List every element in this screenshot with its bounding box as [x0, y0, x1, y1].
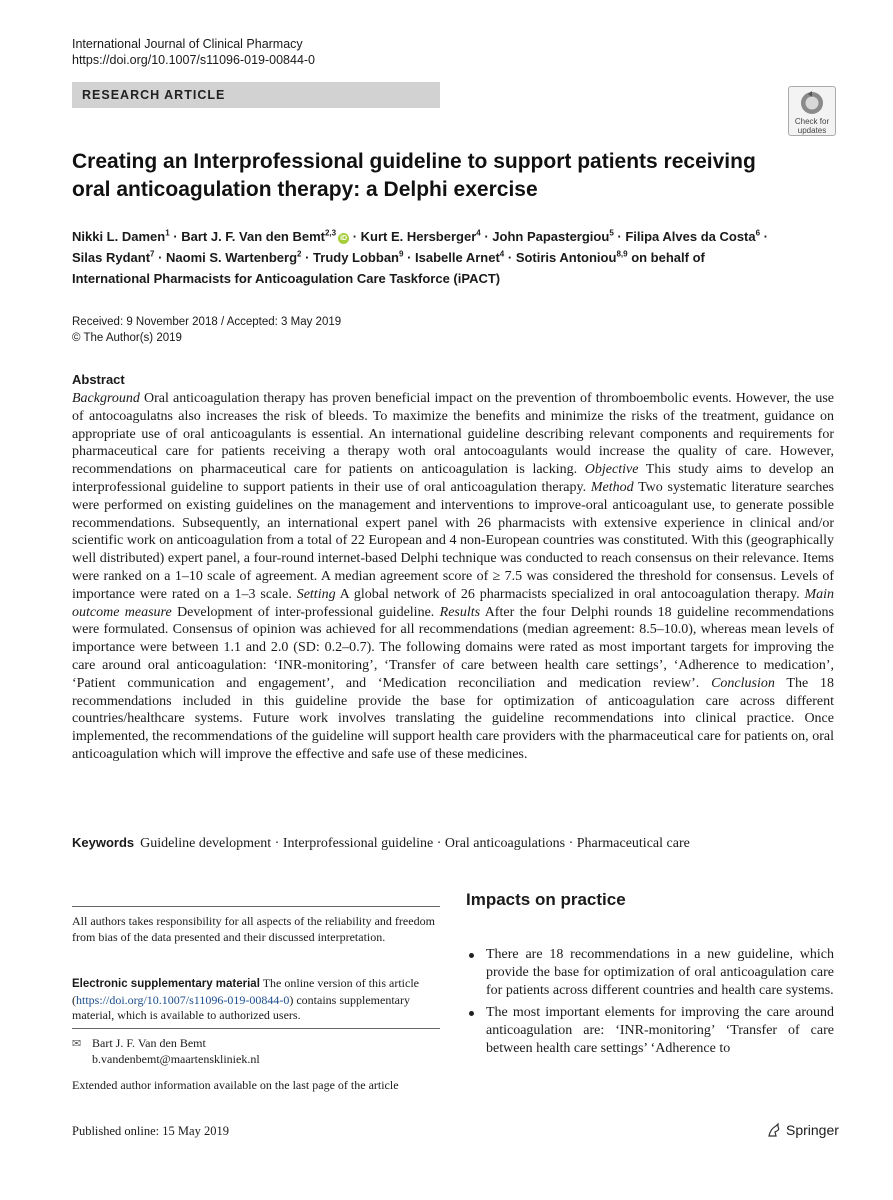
author-affiliation: 4 [499, 249, 505, 259]
abstract-label-results: Results [439, 604, 481, 620]
author-name[interactable]: Filipa Alves da Costa [625, 229, 756, 244]
badge-line-1: Check for [794, 117, 830, 126]
badge-line-2: updates [797, 126, 827, 135]
esm-link[interactable]: https://doi.org/10.1007/s11096-019-00844-0 [76, 992, 290, 1007]
esm-text-post: ) contains supplementary material, which is available to authorized users. [72, 992, 410, 1022]
esm-note [72, 976, 440, 1024]
journal-name: International Journal of Clinical Pharmacy [72, 37, 303, 51]
author-name[interactable]: Kurt E. Hersberger [360, 229, 477, 244]
abstract-background: Oral anticoagulation therapy has proven beneficial impact on the prevention of thromboembolic events. However, the use of antocoagulatns also increases the risk of bleeds. To maximize the benefits and minimize the risks of the treatment, guidance on appropriate use of oral anticoagulants is essential. An international guideline describing relevant components and requirements for pharmaceutical care for patients receiving a therapy woth oral antocoagulants would increase the quality of care. However, recommendations on pharmaceutical care for patients on anticoagulation is lacking. [72, 391, 835, 478]
esm-text-pre: The online version of this article ( [72, 976, 419, 1007]
author-name[interactable]: Sotiris Antoniou [515, 250, 617, 265]
title-line-2: oral anticoagulation therapy: a Delphi exercise [72, 178, 538, 201]
responsibility-note: All authors takes responsibility for all aspects of the reliability and freedom from bias of the data presented and their discussed interpretation. [72, 914, 435, 944]
impacts-heading: Impacts on practice [466, 890, 626, 909]
abstract-body [72, 390, 834, 764]
publisher-name: Springer [786, 1122, 839, 1138]
author-name[interactable]: Trudy Lobban [313, 250, 399, 265]
author-affiliation: 2 [297, 249, 302, 259]
contact-block [72, 1036, 440, 1067]
abstract-label-method: Method [590, 479, 634, 495]
keywords-line [72, 834, 832, 853]
author-affiliation: 2,3 [324, 228, 337, 238]
keywords-text: Guideline development · Interprofessional guideline · Oral anticoagulations · Pharmaceutical care [140, 836, 690, 851]
orcid-icon[interactable]: iD [340, 235, 348, 242]
copyright-line: © The Author(s) 2019 [72, 332, 182, 344]
springer-horse-icon [766, 1122, 782, 1138]
publisher-logo[interactable] [766, 1122, 839, 1138]
published-date: Published online: 15 May 2019 [72, 1124, 229, 1138]
author-affiliation: 4 [476, 228, 481, 238]
abstract-label-conclusion: Conclusion [711, 675, 775, 691]
author-affiliation: 5 [609, 228, 614, 238]
title-line-1: Creating an Interprofessional guideline to support patients receiving [72, 150, 756, 173]
esm-label: Electronic supplementary material [72, 978, 260, 990]
abstract-method: Two systematic literature searches were performed on existing guidelines on the management and interventions to improve-oral anticoagulant use, to generate possible recommendations. Subsequently, an international expert panel with 26 pharmacists with extensive experience in clinical and/or scientific work on anticoagulation from a total of 22 European and 4 non-European countries was constituted. With this (geographically well distributed) expert panel, a four-round internet-based Delphi technique was conducted to reach consensus on their relevance. Items were ranked on a 1–10 scale of agreement. A median agreement score of ≥ 7.5 was considered the threshold for consensus. Levels of importance were rated on a 1–3 scale. [72, 479, 835, 602]
author-group: International Pharmacists for Anticoagulation Care Taskforce (iPACT) [72, 271, 501, 286]
abstract-conclusion: The 18 recommendations included in this guideline provide the base for optimization of anticoagulation care across different countries/healthcare systems. Future work involves translating the guideline recommendations into clinical practice. Once implemented, the recommendations of the guideline will support health care providers with the pharmaceutical care for patients on, oral anticoagulation which will improve the effective and safe use of these medicines. [72, 675, 835, 762]
author-affiliation: 1 [165, 228, 170, 238]
abstract-label-setting: Setting [296, 586, 336, 602]
check-for-updates-badge[interactable] [788, 86, 836, 136]
abstract-label-background: Background [72, 391, 140, 406]
author-name[interactable]: Silas Rydant [72, 250, 151, 265]
author-affiliation: 7 [150, 249, 155, 259]
author-name[interactable]: Nikki L. Damen [72, 229, 166, 244]
authors-suffix: on behalf of [631, 250, 705, 265]
received-accepted: Received: 9 November 2018 / Accepted: 3 May 2019 [72, 316, 342, 328]
author-affiliation: 6 [755, 228, 761, 238]
check-updates-icon [799, 90, 825, 116]
author-name[interactable]: Bart J. F. Van den Bemt [181, 229, 325, 244]
author-name[interactable]: John Papastergiou [492, 229, 610, 244]
abstract-results: After the four Delphi rounds 18 guideline recommendations were formulated. Consensus of opinion was achieved for all recommendations (median agreement: 8.5–10.0), whereas mean levels of importance were between 1.1 and 2.0 (SD: 0.2–0.7). The following domains were rated as most important targets for improving the care around oral anticoagulation: ‘INR-monitoring’, ‘Transfer of care between health care settings’, ‘Adherence to medication’, ‘Patient communication and engagement’, and ‘Medication reconciliation and medication review’. [72, 604, 834, 691]
journal-doi[interactable]: https://doi.org/10.1007/s11096-019-00844-0 [72, 53, 316, 67]
abstract-label-outcome: Main outcome measure [72, 586, 834, 620]
article-dates [72, 314, 341, 346]
journal-header [72, 36, 315, 68]
abstract-heading: Abstract [72, 372, 125, 387]
abstract-setting: A global network of 26 pharmacists specialized in oral antocoagulation therapy. [339, 586, 800, 602]
author-name[interactable]: Isabelle Arnet [415, 250, 500, 265]
contact-email[interactable]: b.vandenbemt@maartenskliniek.nl [92, 1051, 260, 1066]
footnote-divider [72, 906, 440, 907]
contact-divider [72, 1028, 440, 1029]
author-affiliation: 8,9 [616, 249, 628, 259]
impact-item: The most important elements for improving the care around anticoagulation are: ‘INR-monitoring’ ‘Transfer of care between health care settings’ ‘Adherence to [466, 1004, 834, 1058]
envelope-icon: ✉ [72, 1037, 82, 1050]
abstract-objective: This study aims to develop an interprofessional guideline to support patients in their use of oral anticoagulation therapy. [72, 462, 834, 495]
keywords-label: Keywords [72, 835, 135, 850]
contact-name: Bart J. F. Van den Bemt [92, 1036, 206, 1050]
abstract-label-objective: Objective [584, 462, 639, 478]
abstract-outcome: Development of inter-professional guideline. [177, 604, 435, 620]
author-name[interactable]: Naomi S. Wartenberg [166, 250, 298, 265]
author-affiliation: 9 [399, 249, 404, 259]
extended-info-note: Extended author information available on the last page of the article [72, 1078, 399, 1092]
author-list: Nikki L. Damen$^1$ · Bart J. F. Van den Bemt$^{2,3}$iD · Kurt E. Hersberger$^4$ · John Papastergiou$^5$ · Filipa Alves da Costa$^6$ · Silas Rydant$^7$ · Naomi S. Wartenberg$^2$ · Trudy Lobban$^9$ · Isabelle Arnet$^4$ · Sotiris Antoniou$^{8,9}$ on behalf of International Pharmacists for Anticoagulation Care Taskforce (iPACT) [72, 228, 769, 286]
article-type-banner: RESEARCH ARTICLE [72, 82, 440, 108]
impacts-list [466, 946, 834, 1062]
article-title [72, 148, 792, 204]
impact-item: There are 18 recommendations in a new guideline, which provide the base for optimization of oral anticoagulation care for patients across different countries and health care systems. [466, 946, 834, 1000]
